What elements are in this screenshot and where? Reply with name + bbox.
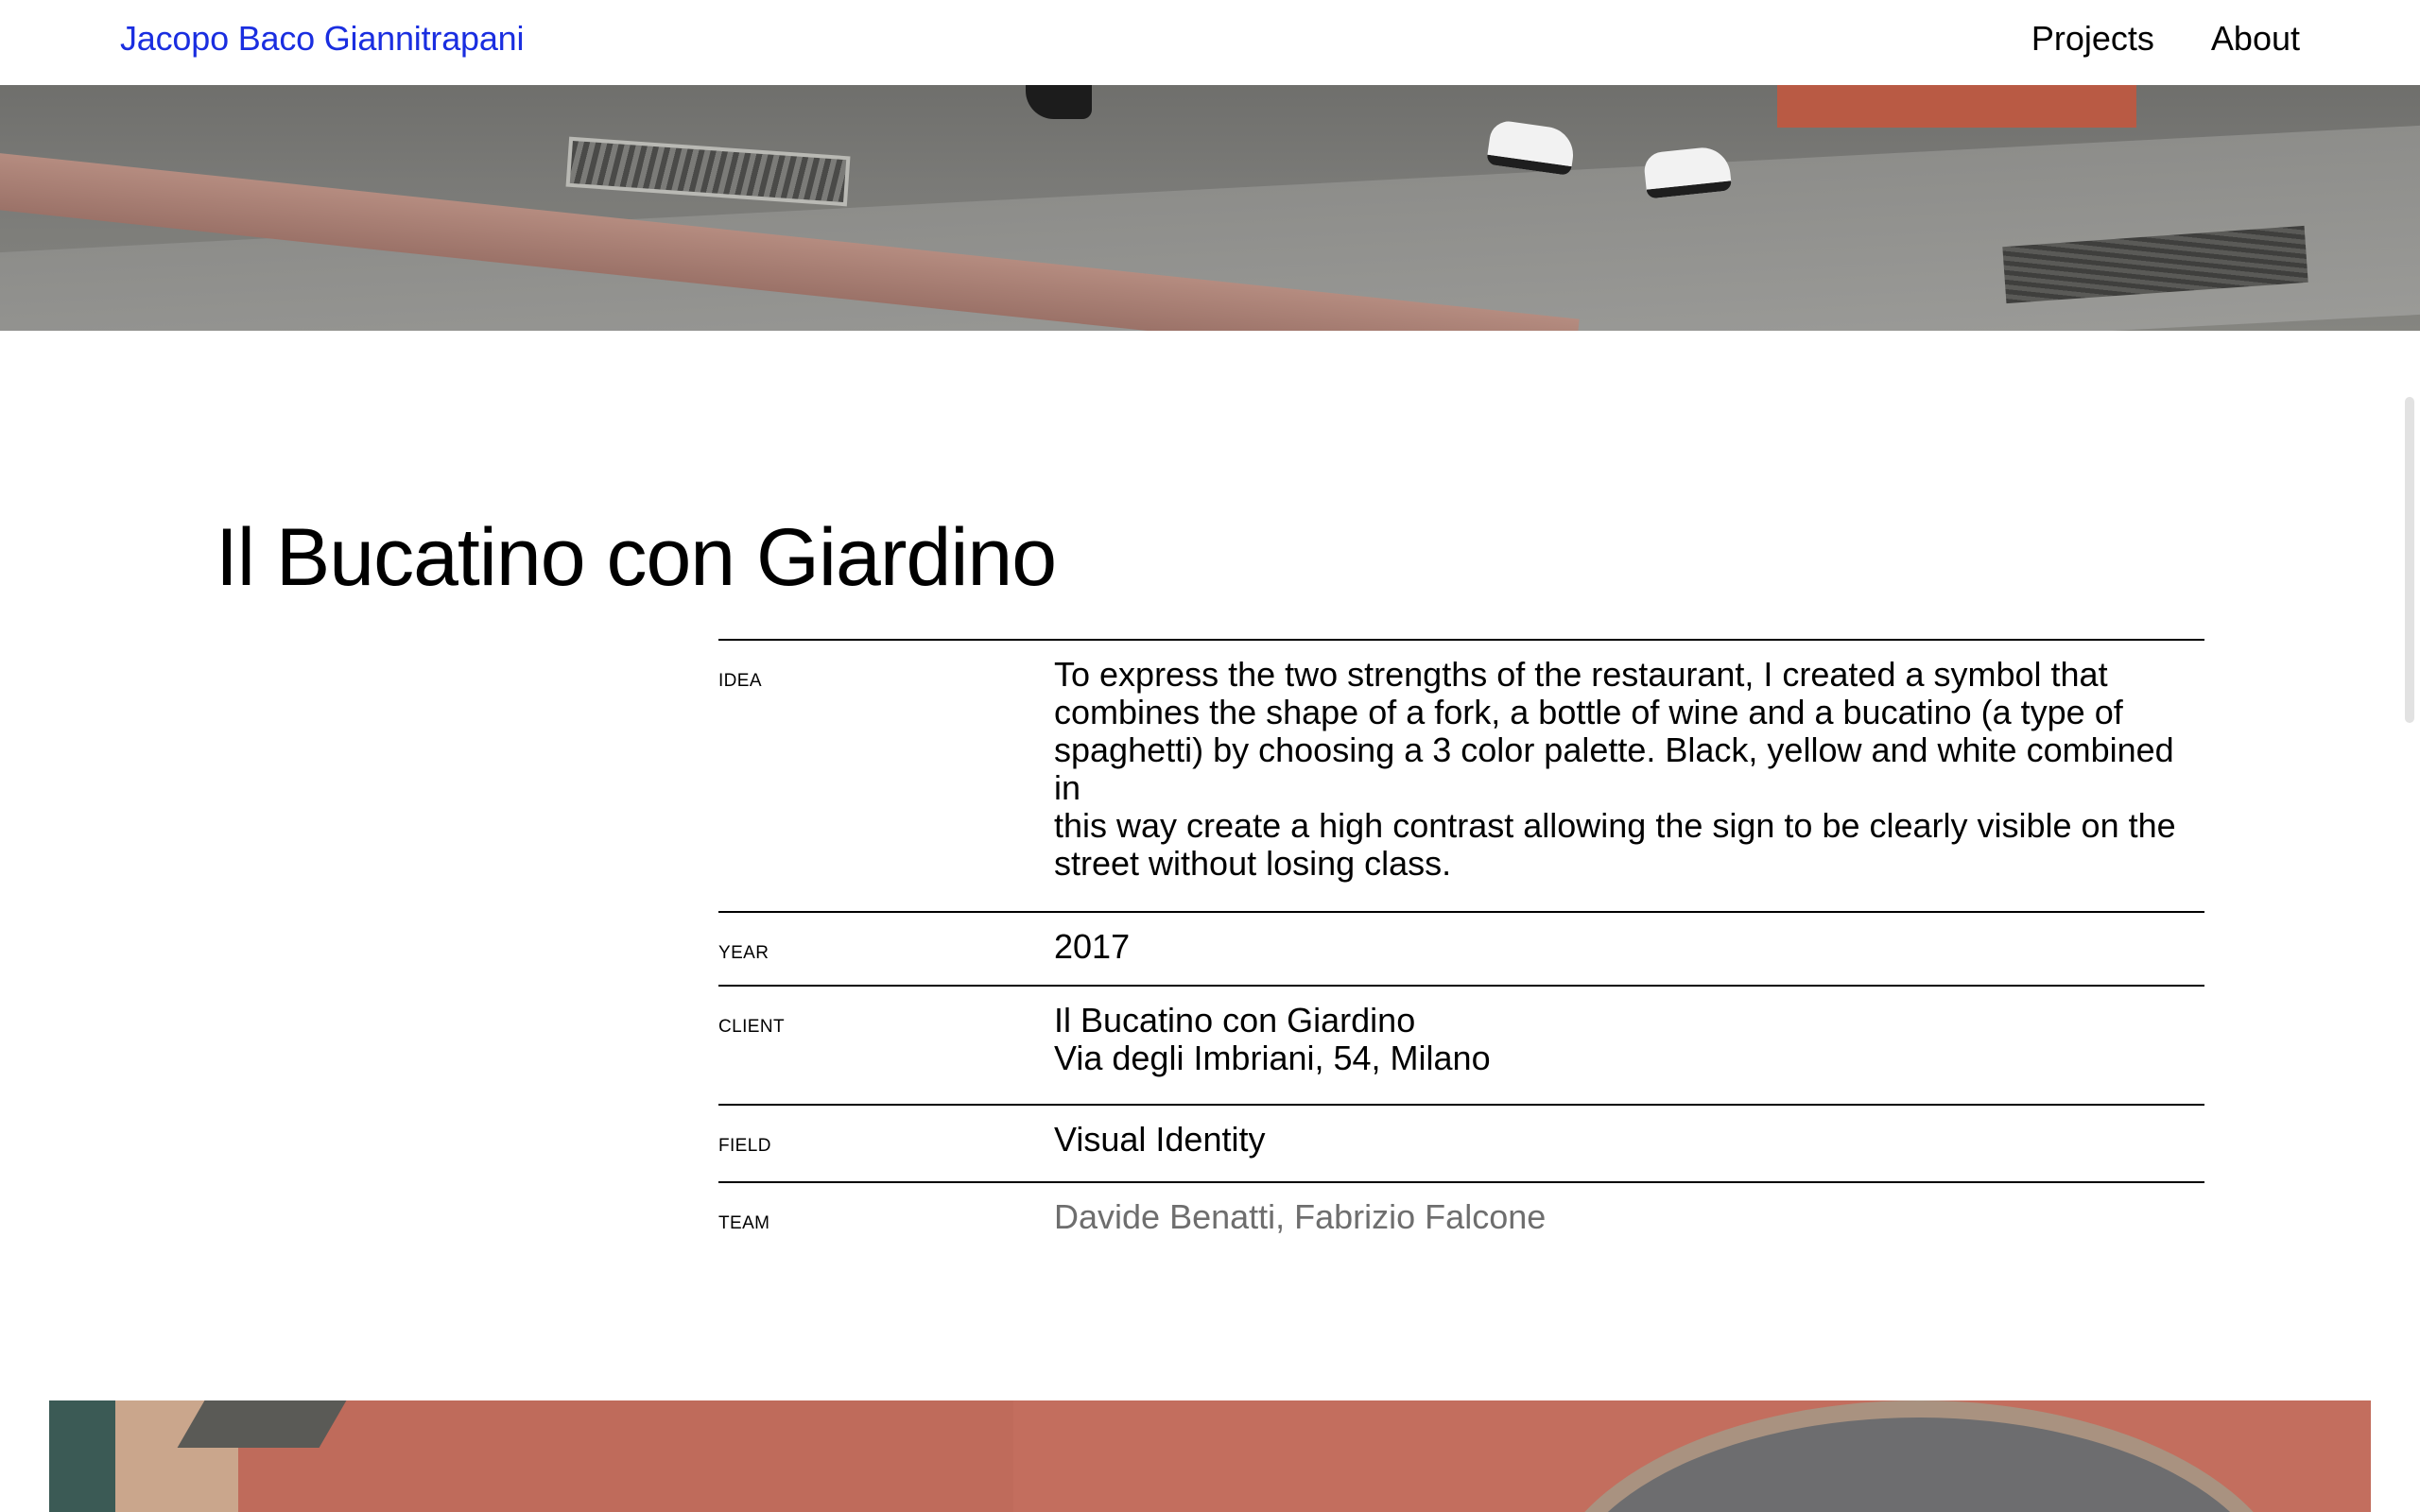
info-row-field (718, 1104, 2204, 1181)
info-value (1054, 913, 2204, 985)
client-name: Il Bucatino con Giardino (1054, 1001, 1416, 1040)
main-nav (2031, 19, 2300, 59)
idea-line: street without losing class. (1054, 844, 1452, 883)
idea-line: combines the shape of a fork, a bottle of wine and a bucatino (a type of (1054, 693, 2123, 731)
year-value: 2017 (1054, 927, 1131, 966)
info-value (1054, 1183, 2204, 1264)
pedestrian-boot (1026, 85, 1092, 119)
info-label: FIELD (718, 1136, 771, 1156)
project-title: Il Bucatino con Giardino (216, 512, 1057, 603)
info-label: YEAR (718, 943, 769, 963)
idea-line: To express the two strengths of the restaurant, I created a symbol that (1054, 655, 2108, 694)
nav-projects-link[interactable]: Projects (2031, 19, 2154, 58)
info-value (1054, 641, 2204, 911)
building-ledge (178, 1400, 347, 1448)
street-photo (0, 85, 2420, 331)
info-row-team (718, 1181, 2204, 1264)
sneaker-left (1486, 119, 1577, 176)
brick-wall (1777, 85, 2136, 128)
brand-link[interactable]: Jacopo Baco Giannitrapani (120, 19, 525, 58)
idea-line: spaghetti) by choosing a 3 color palette. Black, yellow and white combined in (1054, 730, 2174, 807)
team-value: Davide Benatti, Fabrizio Falcone (1054, 1197, 1547, 1236)
restaurant-photo (49, 1400, 2371, 1512)
info-label: TEAM (718, 1213, 770, 1233)
info-row-client (718, 985, 2204, 1104)
client-address: Via degli Imbriani, 54, Milano (1054, 1039, 1491, 1077)
site-header (0, 0, 2420, 85)
info-label: CLIENT (718, 1017, 785, 1037)
project-info-table (718, 639, 2204, 1264)
nav-about-link[interactable]: About (2210, 19, 2300, 58)
info-label: IDEA (718, 671, 762, 691)
drain-grate (566, 137, 851, 207)
field-value: Visual Identity (1054, 1120, 1266, 1159)
info-row-idea (718, 639, 2204, 911)
idea-line: this way create a high contrast allowing the sign to be clearly visible on the (1054, 806, 2176, 845)
info-value (1054, 987, 2204, 1104)
info-row-year (718, 911, 2204, 985)
info-value (1054, 1106, 2204, 1181)
scrollbar-thumb[interactable] (2405, 397, 2414, 723)
sneaker-right (1643, 145, 1733, 198)
